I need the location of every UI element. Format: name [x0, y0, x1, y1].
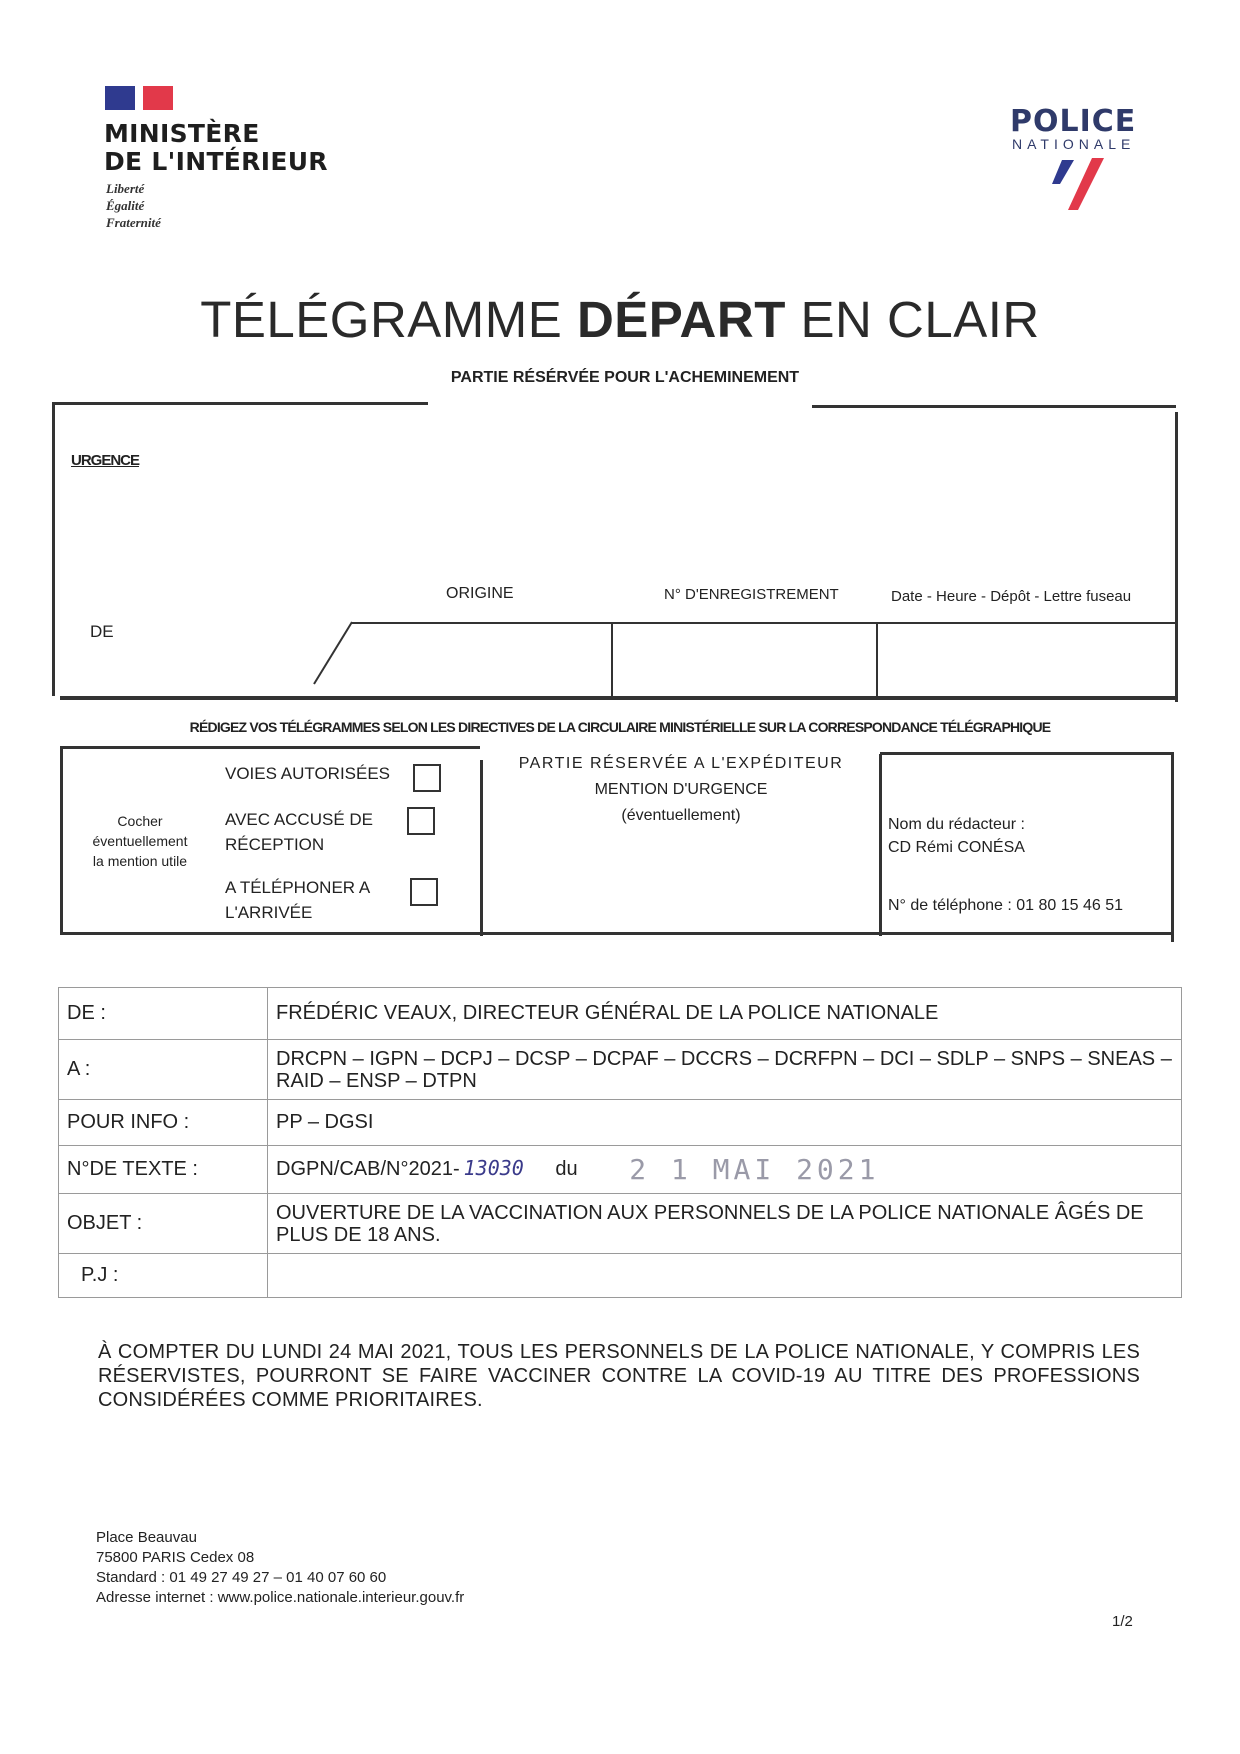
table-row	[59, 1254, 1182, 1298]
republic-flag-logo	[105, 86, 177, 110]
cocher-hint: Cocher éventuellement la mention utile	[92, 813, 188, 869]
sender-section-heading: PARTIE RÉSERVÉE A L'EXPÉDITEUR MENTION D'URGENCE (éventuellement)	[518, 755, 844, 824]
texte-value: DGPN/CAB/N°2021- 13030 du 2 1 MAI 2021	[268, 1146, 1182, 1194]
handwritten-number: 13030	[463, 1156, 524, 1180]
directive-notice: RÉDIGEZ VOS TÉLÉGRAMMES SELON LES DIRECTIVES DE LA CIRCULAIRE MINISTÉRIELLE SUR LA CORRESPONDANCE TÉLÉGRAPHIQUE	[189, 719, 1051, 735]
address-footer: Place Beauvau 75800 PARIS Cedex 08 Standard : 01 49 27 49 27 – 01 40 07 60 60 Adresse internet : www.police.nationale.interieur.gouv.fr	[96, 1529, 465, 1606]
accuse-reception-label: AVEC ACCUSÉ DE RÉCEPTION	[225, 810, 374, 854]
table-row	[59, 1146, 1182, 1194]
a-value: DRCPN – IGPN – DCPJ – DCSP – DCPAF – DCCRS – DCRFPN – DCI – SDLP – SNPS – SNEAS – RAID – ENSP – DTPN	[268, 1040, 1182, 1100]
routing-heading: PARTIE RÉSÉRVÉE POUR L'ACHEMINEMENT	[450, 369, 800, 386]
a-label: A :	[59, 1040, 268, 1100]
de-routing-label: DE	[90, 622, 114, 641]
telephone-number: N° de téléphone : 01 80 15 46 51	[888, 897, 1124, 914]
ministry-name: MINISTÈRE DE L'INTÉRIEUR	[104, 119, 328, 176]
enregistrement-label: N° D'ENREGISTREMENT	[664, 586, 839, 603]
objet-label: OBJET :	[59, 1194, 268, 1254]
date-label: Date - Heure - Dépôt - Lettre fuseau	[891, 588, 1132, 605]
urgence-label: URGENCE	[71, 452, 140, 469]
telephoner-arrivee-label: A TÉLÉPHONER A L'ARRIVÉE	[225, 878, 371, 922]
texte-label: N°DE TEXTE :	[59, 1146, 268, 1194]
de-label: DE :	[59, 988, 268, 1040]
table-row	[59, 988, 1182, 1040]
document-title: TÉLÉGRAMME DÉPART EN CLAIR	[200, 291, 1040, 348]
republic-motto: Liberté Égalité Fraternité	[106, 181, 161, 230]
police-stripes-icon	[1048, 156, 1118, 212]
voies-autorisees-checkbox[interactable]	[413, 764, 441, 792]
redacteur-block: Nom du rédacteur : CD Rémi CONÉSA	[888, 816, 1025, 856]
telegram-info-table	[58, 987, 1182, 1298]
voies-autorisees-label: VOIES AUTORISÉES	[225, 764, 391, 783]
pj-label: P.J :	[59, 1254, 268, 1298]
de-value: FRÉDÉRIC VEAUX, DIRECTEUR GÉNÉRAL DE LA POLICE NATIONALE	[268, 988, 1182, 1040]
date-stamp: 2 1 MAI 2021	[629, 1153, 880, 1186]
table-row	[59, 1100, 1182, 1146]
objet-value: OUVERTURE DE LA VACCINATION AUX PERSONNELS DE LA POLICE NATIONALE ÂGÉS DE PLUS DE 18 ANS.	[268, 1194, 1182, 1254]
table-row	[59, 1040, 1182, 1100]
telegram-body: À COMPTER DU LUNDI 24 MAI 2021, TOUS LES PERSONNELS DE LA POLICE NATIONALE, Y COMPRIS LES RÉSERVISTES, POURRONT SE FAIRE VACCINER CONTRE LA COVID-19 AU TITRE DES PROFESSIONS CONSIDÉRÉES COMME PRIORITAIRES.	[98, 1341, 1140, 1411]
page-number: 1/2	[1112, 1613, 1133, 1630]
table-row	[59, 1194, 1182, 1254]
police-logo-text: POLICE	[1010, 104, 1137, 139]
pour-info-label: POUR INFO :	[59, 1100, 268, 1146]
pour-info-value: PP – DGSI	[268, 1100, 1182, 1146]
telephoner-arrivee-checkbox[interactable]	[410, 878, 438, 906]
origine-label: ORIGINE	[446, 585, 514, 602]
pj-value	[268, 1254, 1182, 1298]
accuse-reception-checkbox[interactable]	[407, 807, 435, 835]
police-logo-subtext: NATIONALE	[1012, 136, 1136, 152]
